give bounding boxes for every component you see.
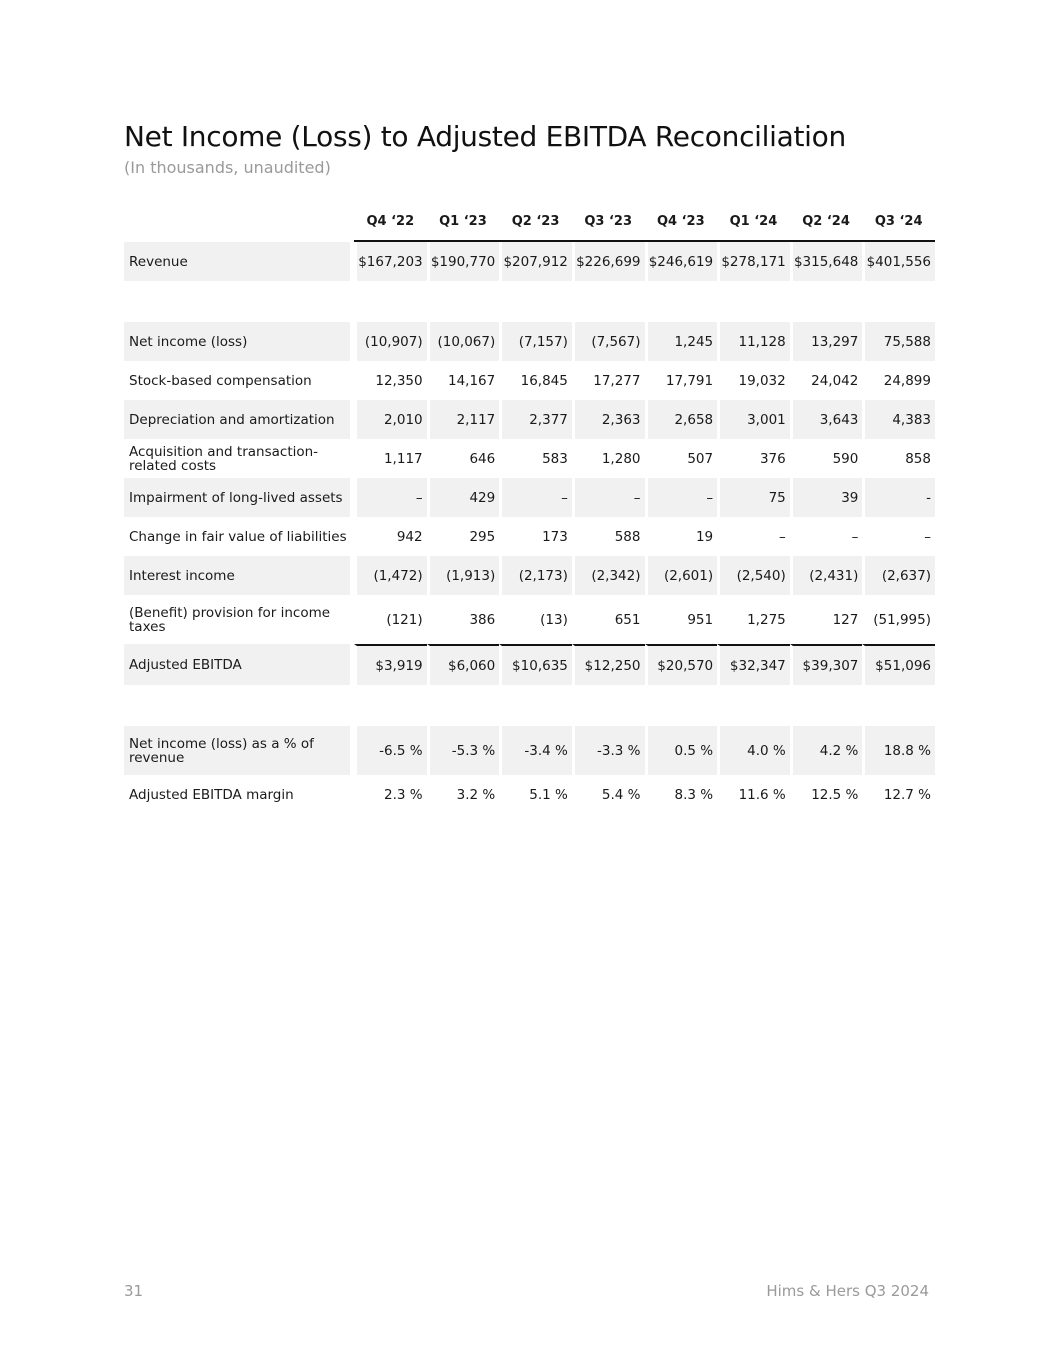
revenue-row (124, 242, 935, 281)
table-row (124, 361, 935, 400)
table-cell: (2,601) (645, 556, 718, 595)
table-cell: 11.6 % (738, 786, 786, 803)
table-cell: 5.1 % (529, 786, 568, 803)
table-cell: $278,171 (717, 242, 790, 281)
table-cell: 19,032 (738, 372, 786, 389)
table-cell: – (924, 528, 931, 545)
page-title: Net Income (Loss) to Adjusted EBITDA Reconciliation (124, 120, 846, 153)
table-cell: $190,770 (427, 242, 500, 281)
table-cell: $32,347 (717, 644, 790, 685)
column-header: Q3 ‘24 (862, 202, 935, 242)
table-row (124, 595, 935, 644)
table-cell: (1,913) (427, 556, 500, 595)
table-cell: $39,307 (790, 644, 863, 685)
table-cell: $51,096 (862, 644, 935, 685)
header-row (124, 202, 935, 242)
header-blank-cell (124, 202, 354, 242)
table-cell: $3,919 (354, 644, 427, 685)
row-label: Stock-based compensation (129, 372, 312, 389)
table-cell: $207,912 (499, 242, 572, 281)
table-cell: 5.4 % (601, 786, 641, 803)
table-cell: (2,431) (790, 556, 863, 595)
table-cell: 1,280 (601, 450, 641, 467)
table-cell: 39 (790, 478, 863, 517)
table-cell: 4.0 % (717, 726, 790, 775)
table-cell: $20,570 (645, 644, 718, 685)
table-cell: (121) (386, 611, 423, 628)
table-cell: 24,899 (883, 372, 931, 389)
table-cell: $401,556 (862, 242, 935, 281)
table-cell: 588 (614, 528, 641, 545)
spacer-row (124, 685, 935, 726)
table-cell: 14,167 (448, 372, 496, 389)
table-cell: (2,540) (717, 556, 790, 595)
table-cell: – (645, 478, 718, 517)
row-label: Impairment of long-lived assets (124, 478, 354, 517)
table-cell: 951 (687, 611, 714, 628)
table-cell: 3,001 (717, 400, 790, 439)
table-cell: $6,060 (427, 644, 500, 685)
ratio-row (124, 726, 935, 775)
table-cell: -6.5 % (354, 726, 427, 775)
table-row (124, 439, 935, 478)
table-cell: 11,128 (717, 322, 790, 361)
table-cell: (1,472) (354, 556, 427, 595)
table-cell: 16,845 (520, 372, 568, 389)
reconciliation-table (124, 202, 935, 814)
table-cell: 127 (832, 611, 859, 628)
column-header: Q4 ‘23 (645, 202, 718, 242)
table-cell: (2,342) (572, 556, 645, 595)
table-cell: – (779, 528, 786, 545)
table-cell: -3.4 % (499, 726, 572, 775)
table-cell: 1,245 (645, 322, 718, 361)
table-cell: – (354, 478, 427, 517)
table-cell: 2,117 (427, 400, 500, 439)
table-cell: 4,383 (862, 400, 935, 439)
row-label: Interest income (124, 556, 354, 595)
spacer-row (124, 281, 935, 322)
table-cell: 12,350 (375, 372, 423, 389)
row-label: Change in fair value of liabilities (129, 528, 347, 545)
row-label: Net income (loss) (124, 322, 354, 361)
table-cell: 429 (427, 478, 500, 517)
table-cell: 13,297 (790, 322, 863, 361)
table-cell: 12.5 % (811, 786, 859, 803)
table-cell: 1,117 (383, 450, 423, 467)
table-cell: 2,658 (645, 400, 718, 439)
table-cell: $12,250 (572, 644, 645, 685)
table-cell: 12.7 % (883, 786, 931, 803)
table-cell: 0.5 % (645, 726, 718, 775)
table-cell: 4.2 % (790, 726, 863, 775)
row-label: (Benefit) provision for income taxes (129, 604, 331, 635)
table-cell: -5.3 % (427, 726, 500, 775)
table-cell: 2.3 % (384, 786, 423, 803)
table-cell: 3.2 % (456, 786, 496, 803)
table-cell: – (499, 478, 572, 517)
page-subtitle: (In thousands, unaudited) (124, 158, 331, 177)
table-row (124, 478, 935, 517)
footer-brand: Hims & Hers Q3 2024 (766, 1282, 929, 1300)
table-cell: 583 (542, 450, 568, 467)
table-row (124, 517, 935, 556)
row-label: Acquisition and transaction-related costs (129, 443, 319, 474)
table-cell: 8.3 % (674, 786, 714, 803)
column-header: Q1 ‘23 (427, 202, 500, 242)
table-cell: 376 (759, 450, 786, 467)
table-cell: - (862, 478, 935, 517)
table-cell: 295 (469, 528, 496, 545)
table-cell: $246,619 (645, 242, 718, 281)
table-cell: 646 (469, 450, 496, 467)
table-cell: -3.3 % (572, 726, 645, 775)
table-cell: 3,643 (790, 400, 863, 439)
row-label: Net income (loss) as a % of revenue (124, 726, 354, 775)
table-cell: 75,588 (862, 322, 935, 361)
table-cell: 858 (905, 450, 931, 467)
column-header: Q4 ‘22 (354, 202, 427, 242)
table-cell: 386 (469, 611, 496, 628)
table-cell: (2,173) (499, 556, 572, 595)
table-cell: 590 (832, 450, 859, 467)
table-row (124, 400, 935, 439)
column-header: Q2 ‘24 (790, 202, 863, 242)
table-cell: $10,635 (499, 644, 572, 685)
row-label: Revenue (124, 242, 354, 281)
table-cell: $315,648 (790, 242, 863, 281)
table-cell: 75 (717, 478, 790, 517)
table-cell: 2,377 (499, 400, 572, 439)
page-number: 31 (124, 1282, 144, 1300)
table-cell: 17,791 (665, 372, 714, 389)
table-cell: (51,995) (873, 611, 931, 628)
table-cell: – (572, 478, 645, 517)
table-cell: (10,067) (427, 322, 500, 361)
table-cell: 2,010 (354, 400, 427, 439)
table-cell: $167,203 (354, 242, 427, 281)
table-cell: (13) (540, 611, 568, 628)
table-cell: 173 (542, 528, 568, 545)
table-cell: $226,699 (572, 242, 645, 281)
table-cell: 2,363 (572, 400, 645, 439)
table-cell: 507 (687, 450, 714, 467)
table-cell: 19 (695, 528, 714, 545)
column-header: Q3 ‘23 (572, 202, 645, 242)
column-header: Q2 ‘23 (499, 202, 572, 242)
table-cell: 651 (614, 611, 641, 628)
row-label: Adjusted EBITDA (124, 644, 354, 685)
column-header: Q1 ‘24 (717, 202, 790, 242)
ratio-row (124, 775, 935, 814)
table-row (124, 322, 935, 361)
table-cell: (2,637) (862, 556, 935, 595)
table-cell: 17,277 (593, 372, 641, 389)
table-cell: 24,042 (811, 372, 859, 389)
table-cell: 942 (396, 528, 423, 545)
table-cell: (10,907) (354, 322, 427, 361)
table-cell: 1,275 (747, 611, 786, 628)
table-cell: (7,567) (572, 322, 645, 361)
table-cell: (7,157) (499, 322, 572, 361)
adjusted-ebitda-row (124, 644, 935, 685)
table-cell: – (851, 528, 859, 545)
row-label: Adjusted EBITDA margin (129, 786, 294, 803)
row-label: Depreciation and amortization (124, 400, 354, 439)
table-cell: 18.8 % (862, 726, 935, 775)
table-row (124, 556, 935, 595)
